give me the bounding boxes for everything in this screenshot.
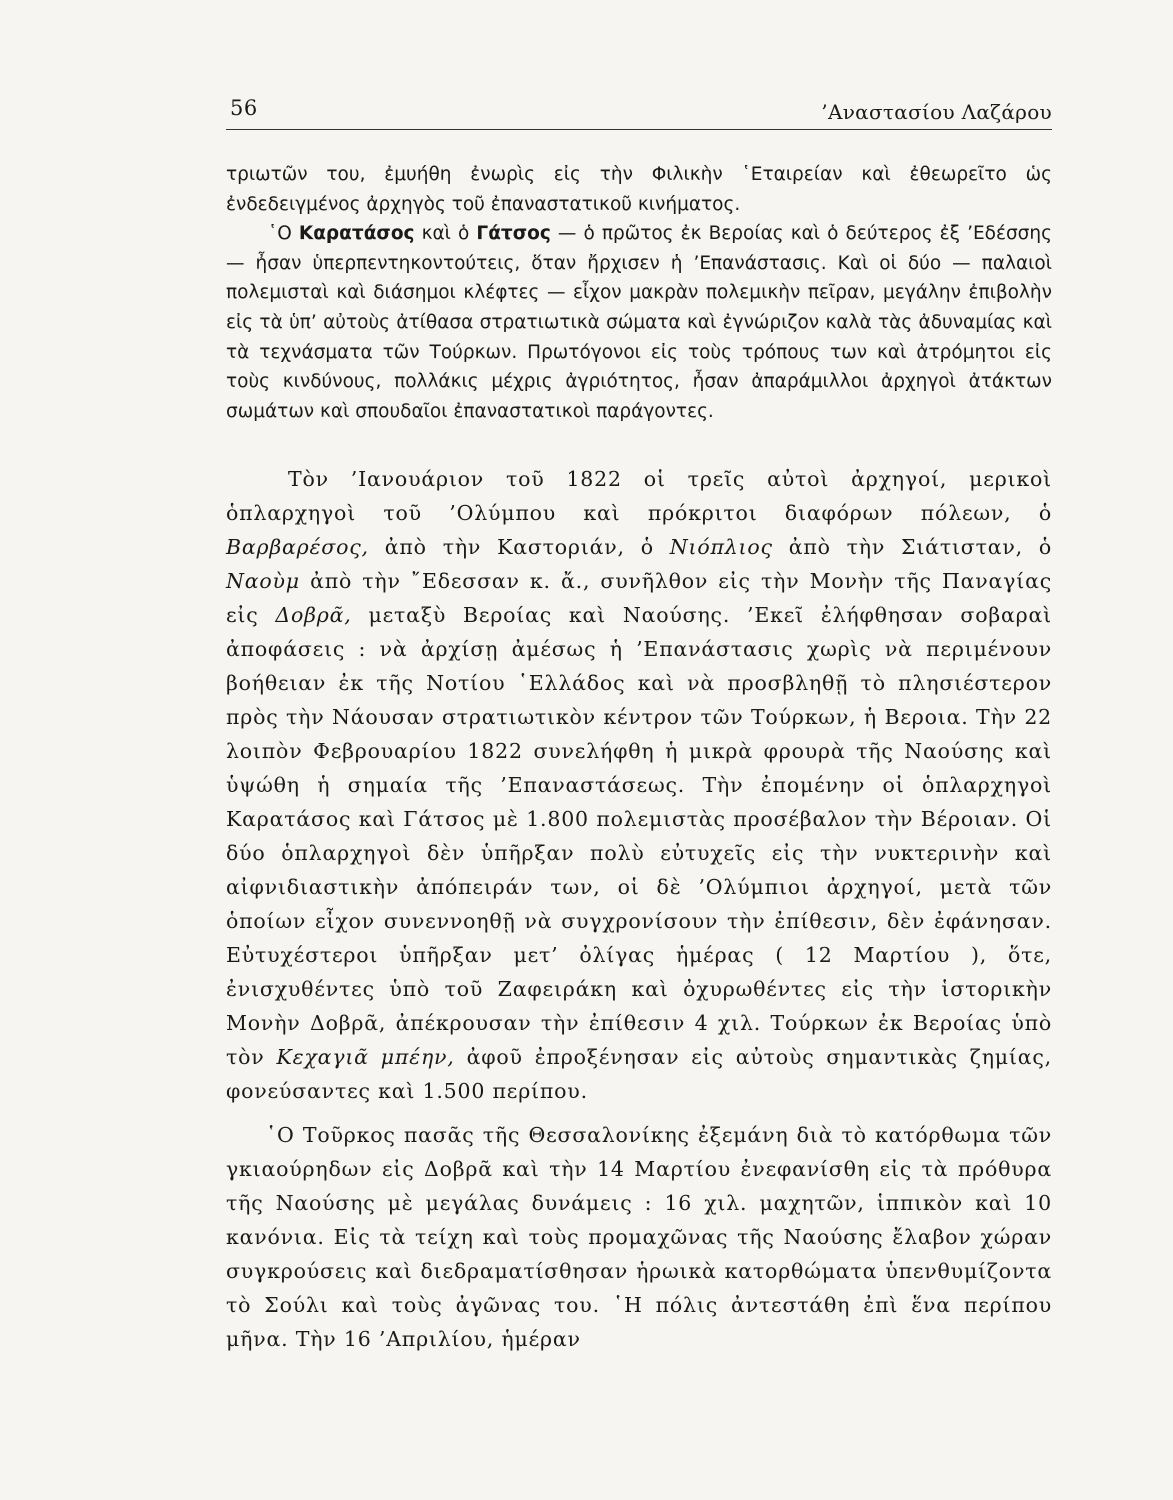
name-gatsos: Γάτσος (476, 223, 551, 245)
main-paragraph-1 (226, 462, 1052, 1108)
intro-text: καὶ ὁ (414, 223, 477, 245)
intro-paragraph-2 (226, 219, 1052, 426)
body-text: ἀφοῦ ἐπροξένησαν εἰς αὐτοὺς σημαντικὰς ζημίας, φονεύσαντες καὶ 1.500 περίπου. (226, 1045, 1052, 1103)
intro-text: ῾Ο (268, 223, 299, 245)
italic-name: Βαρβαρέσος, (226, 535, 369, 559)
intro-paragraph-1: τριωτῶν του, ἐμυήθη ἐνωρὶς εἰς τὴν Φιλικὴν ῾Εταιρείαν καὶ ἐθεωρεῖτο ὡς ἐνδεδειγμένος ἀρχηγὸς τοῦ ἐπαναστατικοῦ κινήματος. (226, 164, 1052, 215)
name-karatasos: Καρατάσος (298, 223, 415, 245)
page-number: 56 (230, 96, 258, 120)
italic-name: Κεχαγιᾶ μπέην, (276, 1045, 455, 1069)
main-paragraph-2: ῾Ο Τοῦρκος πασᾶς τῆς Θεσσαλονίκης ἐξεμάνη διὰ τὸ κατόρθωμα τῶν γκιαούρηδων εἰς Δοβρᾶ καὶ τὴν 14 Μαρτίου ἐνεφανίσθη εἰς τὰ πρόθυρα τῆς Ναούσης μὲ μεγάλας δυνάμεις : 16 χιλ. μαχητῶν, ἱππικὸν καὶ 10 κανόνια. Εἰς τὰ τείχη καὶ τοὺς προμαχῶνας τῆς Ναούσης ἔλαβον χώραν συγκρούσεις καὶ διεδραματίσθησαν ἡρωικὰ κατορθώματα ὑπενθυμίζοντα τὸ Σούλι καὶ τοὺς ἀγῶνας του. ῾Η πόλις ἀντεστάθη ἐπὶ ἕνα περίπου μῆνα. Τὴν 16 ’Απριλίου, ἡμέραν (226, 1123, 1052, 1351)
running-head: ’Αναστασίου Λαζάρου (821, 100, 1052, 124)
body-text: ἀπὸ τὴν ῎Εδεσσαν κ. ἄ., συνῆλθον εἰς τὴν Μονὴν τῆς Παναγίας εἰς (226, 569, 1052, 627)
page-header (226, 96, 1052, 128)
italic-name: Νιόπλιος (669, 535, 773, 559)
intro-text: — ὁ πρῶτος ἐκ Βεροίας καὶ ὁ δεύτερος ἐξ ’Εδέσσης — ἦσαν ὑπερπεντηκοντούτεις, ὅταν ἤρχισεν ἡ ’Επανάστασις. Καὶ οἱ δύο — παλαιοὶ πολεμισταὶ καὶ διάσημοι κλέφτες — εἶχον μακρὰν πολεμικὴν πεῖραν, μεγάλην ἐπιβολὴν εἰς τὰ ὑπ’ αὐτοὺς ἀτίθασα στρατιωτικὰ σώματα καὶ ἐγνώριζον καλὰ τὰς ἀδυναμίας καὶ τὰ τεχνάσματα τῶν Τούρκων. Πρωτόγονοι εἰς τοὺς τρόπους των καὶ ἀτρόμητοι εἰς τοὺς κινδύνους, πολλάκις μέχρις ἀγριότητος, ἦσαν ἀπαράμιλλοι ἀρχηγοὶ ἀτάκτων σωμάτων καὶ σπουδαῖοι ἐπαναστατικοὶ παράγοντες. (226, 223, 1052, 422)
body-text: μεταξὺ Βεροίας καὶ Ναούσης. ’Εκεῖ ἐλήφθησαν σοβαραὶ ἀποφάσεις : νὰ ἀρχίσῃ ἀμέσως ἡ ’Επανάστασις χωρὶς νὰ περιμένουν βοήθειαν ἐκ τῆς Νοτίου ῾Ελλάδος καὶ νὰ προσβληθῇ τὸ πλησιέστερον πρὸς τὴν Νάουσαν στρατιωτικὸν κέντρον τῶν Τούρκων, ἡ Βεροια. Τὴν 22 λοιπὸν Φεβρουαρίου 1822 συνελήφθη ἡ μικρὰ φρουρὰ τῆς Ναούσης καὶ ὑψώθη ἡ σημαία τῆς ’Επαναστάσεως. Τὴν ἐπομένην οἱ ὁπλαρχηγοὶ Καρατάσος καὶ Γάτσος μὲ 1.800 πολεμιστὰς προσέβαλον τὴν Βέροιαν. Οἱ δύο ὁπλαρχηγοὶ δὲν ὑπῆρξαν πολὺ εὐτυχεῖς εἰς τὴν νυκτερινὴν καὶ αἰφνιδιαστικὴν ἀπόπειράν των, οἱ δὲ ’Ολύμπιοι ἀρχηγοί, μετὰ τῶν ὁποίων εἶχον συνεννοηθῇ νὰ συγχρονίσουν τὴν ἐπίθεσιν, δὲν ἐφάνησαν. Εὐτυχέστεροι ὑπῆρξαν μετ’ ὀλίγας ἡμέρας ( 12 Μαρτίου ), ὅτε, ἐνισχυθέντες ὑπὸ τοῦ Ζαφειράκη καὶ ὀχυρωθέντες εἰς τὴν ἱστορικὴν Μονὴν Δοβρᾶ, ἀπέκρουσαν τὴν ἐπίθεσιν 4 χιλ. Τούρκων ἐκ Βεροίας ὑπὸ τὸν (226, 603, 1052, 1069)
intro-text-block (226, 160, 1052, 426)
main-text-block (226, 462, 1052, 1356)
italic-name: Δοβρᾶ, (275, 603, 352, 627)
italic-name: Ναοὺμ (226, 569, 300, 593)
body-text: ἀπὸ τὴν Σιάτισταν, ὁ (772, 535, 1052, 559)
body-text: ἀπὸ τὴν Καστοριάν, ὁ (368, 535, 670, 559)
body-text: Τὸν ’Ιανουάριον τοῦ 1822 οἱ τρεῖς αὐτοὶ ἀρχηγοί, μερικοὶ ὁπλαρχηγοὶ τοῦ ’Ολύμπου καὶ πρόκριτοι διαφόρων πόλεων, ὁ (226, 467, 1052, 525)
header-rule (226, 129, 1052, 130)
